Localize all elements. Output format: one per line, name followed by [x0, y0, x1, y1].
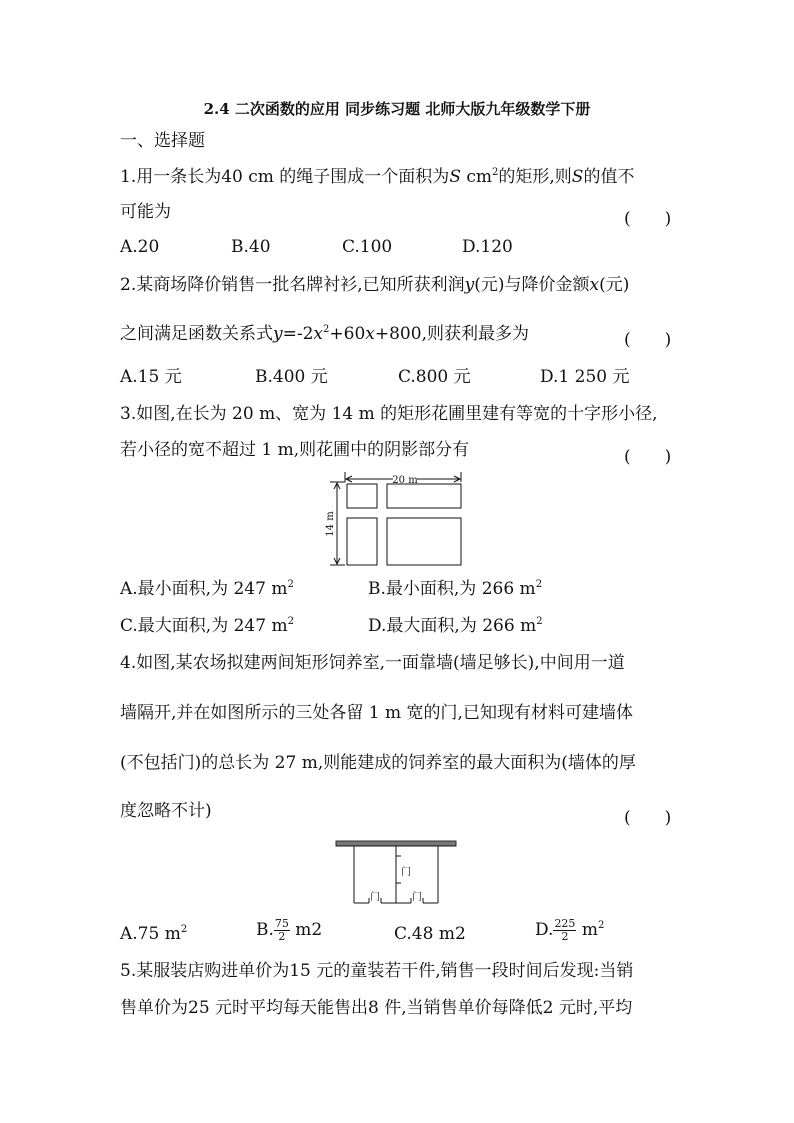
q3-height-label: 14 m [325, 511, 336, 537]
q2-superscript: 2 [323, 324, 330, 335]
q3-option-d-sup: 2 [536, 616, 543, 627]
q2-text-e: =-2 [282, 324, 314, 344]
question-1-line-2: 可能为 [120, 202, 171, 222]
q4-option-b-fraction [274, 918, 290, 943]
q1-text-a: 1.用一条长为40 cm 的绳子围成一个面积为 [120, 167, 450, 187]
q4-option-a-sup: 2 [180, 924, 188, 935]
q2-text-g: +800,则获利最多为 [374, 324, 529, 344]
q1-var-s2: S [571, 167, 584, 187]
q3-option-a [120, 580, 294, 598]
q3-option-d-text: D.最大面积,为 266 m [368, 616, 537, 636]
q4-option-d [535, 918, 604, 943]
q1-option-c: C.100 [342, 237, 393, 257]
q2-option-d: D.1 250 元 [540, 367, 630, 387]
q4-option-b [256, 918, 322, 943]
q3-plot-top-left [347, 484, 377, 508]
q1-option-b: B.40 [231, 237, 271, 257]
q3-option-c-sup: 2 [287, 616, 294, 627]
q2-text-c: (元) [599, 275, 630, 295]
q4-option-d-numerator: 225 [554, 917, 576, 930]
q3-option-b [368, 580, 542, 598]
question-4-line-2: 墙隔开,并在如图所示的三处各留 1 m 宽的门,已知现有材料可建墙体 [120, 703, 633, 723]
q1-answer-blank: ( ) [624, 209, 672, 229]
q4-option-d-sup: 2 [597, 920, 605, 932]
q1-option-d: D.120 [462, 237, 513, 257]
q3-answer-blank: ( ) [624, 447, 672, 467]
question-1-line-1 [120, 168, 634, 186]
q1-text-b: cm [460, 167, 493, 187]
q4-option-b-numerator: 75 [274, 917, 289, 930]
page-title: 2.4 二次函数的应用 同步练习题 北师大版九年级数学下册 [203, 100, 591, 118]
question-2-line-2 [120, 325, 529, 343]
q3-option-a-sup: 2 [287, 579, 294, 590]
q1-option-a: A.20 [120, 237, 160, 257]
q2-text-f: +60 [329, 324, 366, 344]
q2-option-a: A.15 元 [120, 367, 182, 387]
q3-option-a-text: A.最小面积,为 247 m [120, 579, 288, 599]
q2-text-b: (元)与降价金额 [474, 275, 590, 295]
q4-barn-figure [334, 838, 459, 908]
question-4-line-3: (不包括门)的总长为 27 m,则能建成的饲养室的最大面积为(墙体的厚 [120, 753, 636, 773]
question-5-line-1: 5.某服装店购进单价为15 元的童装若干件,销售一段时间后发现:当销 [120, 961, 634, 981]
q3-plot-bottom-right [387, 518, 461, 565]
question-4-line-1: 4.如图,某农场拟建两间矩形饲养室,一面靠墙(墙足够长),中间用一道 [120, 653, 625, 673]
q4-option-b-unit: m2 [289, 920, 323, 941]
q2-var-x: x [589, 275, 600, 295]
q4-option-c: C.48 m2 [394, 924, 466, 944]
q1-var-s: S [449, 167, 461, 187]
q2-option-b: B.400 元 [255, 367, 328, 387]
q4-wall-hatch [336, 841, 456, 846]
section-heading: 一、选择题 [120, 131, 205, 151]
q4-answer-blank: ( ) [624, 808, 672, 828]
question-2-line-1 [120, 277, 629, 294]
q2-text-d: 之间满足函数关系式 [120, 324, 273, 344]
q4-option-a-text: A.75 m [120, 924, 181, 944]
q2-var-y: y [464, 275, 475, 295]
q2-answer-blank: ( ) [624, 330, 672, 350]
q2-var-y2: y [273, 324, 283, 344]
q3-plot-bottom-left [347, 518, 377, 565]
q2-text-a: 2.某商场降价销售一批名牌衬衫,已知所获利润 [120, 275, 465, 295]
q4-door-label-left: 门 [370, 892, 380, 903]
q4-option-d-prefix: D. [535, 920, 554, 941]
q4-option-b-prefix: B. [256, 920, 274, 941]
q3-option-b-sup: 2 [535, 579, 543, 590]
q2-var-x2: x [313, 324, 324, 344]
q4-option-b-denominator: 2 [278, 930, 286, 944]
q3-option-b-text: B.最小面积,为 266 m [368, 579, 536, 599]
question-3-line-2: 若小径的宽不超过 1 m,则花圃中的阴影部分有 [120, 440, 470, 460]
q1-text-d: 的值不 [583, 167, 635, 187]
q4-option-d-unit: m [576, 920, 598, 941]
q3-width-label: 20 m [392, 475, 418, 486]
q4-option-a [120, 925, 187, 943]
question-5-line-2: 售单价为25 元时平均每天能售出8 件,当销售单价每降低2 元时,平均 [120, 998, 633, 1018]
question-3-line-1: 3.如图,在长为 20 m、宽为 14 m 的矩形花圃里建有等宽的十字形小径, [120, 404, 658, 424]
q4-door-label-right: 门 [412, 892, 422, 903]
question-4-line-4: 度忽略不计) [120, 801, 212, 821]
q3-option-d [368, 617, 543, 635]
q4-door-label-middle: 门 [401, 867, 411, 878]
q1-superscript: 2 [492, 167, 499, 178]
q3-option-c-text: C.最大面积,为 247 m [120, 616, 288, 636]
q4-option-d-fraction [553, 918, 576, 943]
q3-garden-figure [325, 470, 470, 570]
q3-option-c [120, 617, 294, 635]
q1-text-c: 的矩形,则 [498, 167, 572, 187]
q2-var-x3: x [365, 324, 375, 344]
q4-option-d-denominator: 2 [561, 930, 569, 944]
q3-plot-top-right [387, 484, 461, 508]
q2-option-c: C.800 元 [398, 367, 471, 387]
